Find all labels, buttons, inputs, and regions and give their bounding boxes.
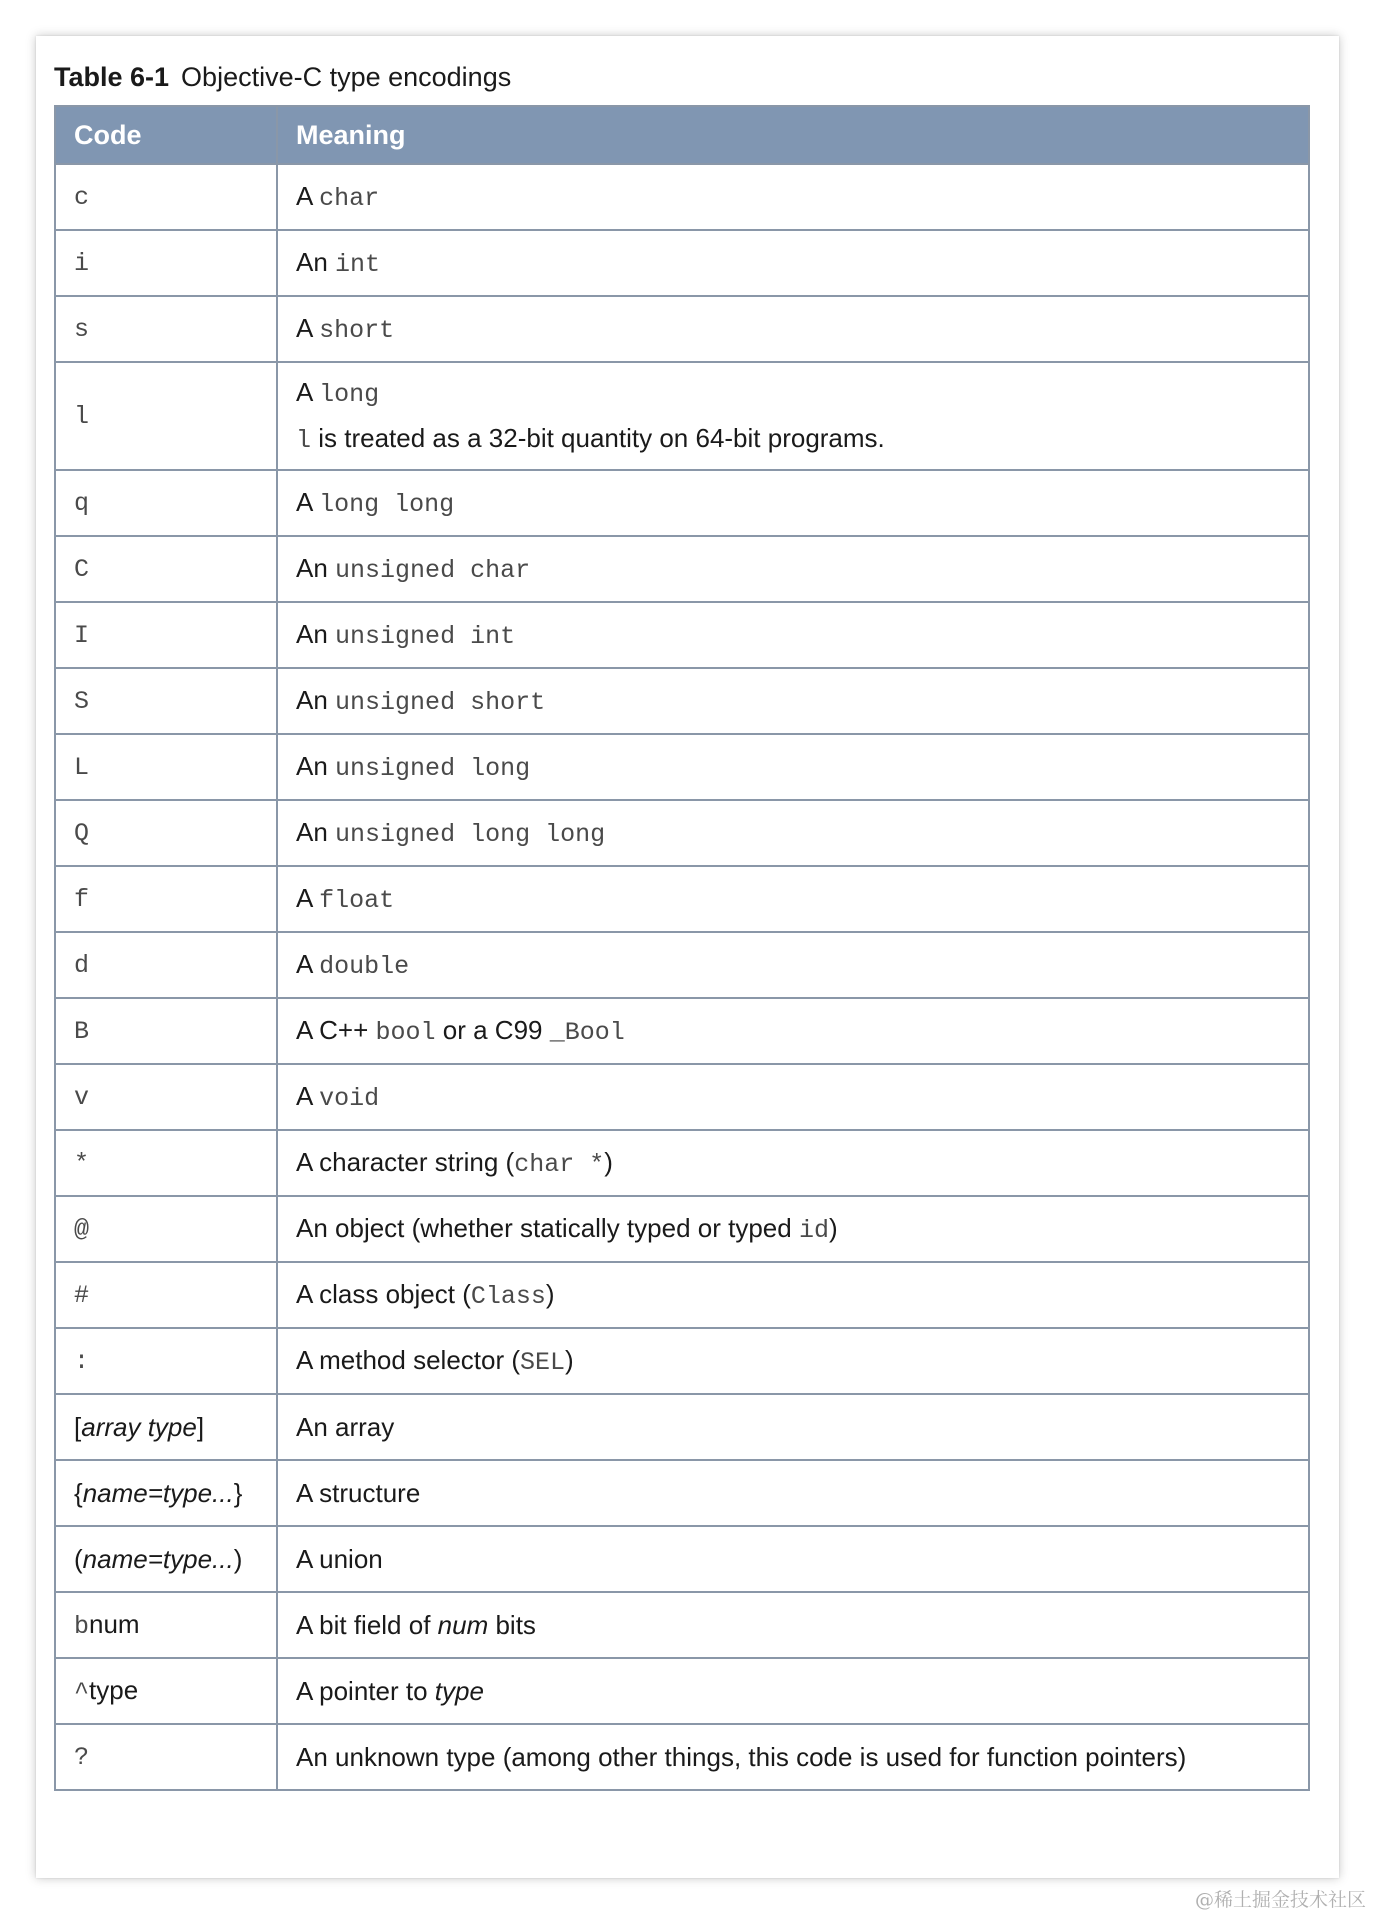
meaning-cell: [277, 602, 1309, 668]
meaning-code: unsigned int: [335, 622, 516, 651]
meaning-text: An: [296, 817, 328, 847]
meaning-code: double: [319, 952, 410, 981]
note-text: is treated as a 32-bit quantity on 64-bit programs.: [318, 423, 885, 453]
meaning-cell: [277, 668, 1309, 734]
code-cell: [55, 1658, 277, 1724]
meaning-text: A: [296, 313, 312, 343]
meaning-code: bool: [375, 1018, 436, 1047]
meaning-cell: A structure: [277, 1460, 1309, 1526]
code-cell: q: [55, 470, 277, 536]
code-bracket: }: [233, 1477, 243, 1508]
meaning-text: A: [296, 181, 312, 211]
meaning-code: char *: [514, 1150, 605, 1179]
code-bracket: (: [74, 1543, 83, 1574]
meaning-text: An: [296, 751, 328, 781]
meaning-note: [296, 423, 1290, 455]
meaning-cell: [277, 932, 1309, 998]
meaning-cell: [277, 296, 1309, 362]
meaning-cell: [277, 800, 1309, 866]
meaning-text: An: [296, 247, 328, 277]
meaning-code: short: [319, 316, 395, 345]
meaning-text: A class object (: [296, 1279, 471, 1309]
meaning-text: bits: [495, 1609, 536, 1640]
meaning-cell: [277, 866, 1309, 932]
code-cell: [55, 1460, 277, 1526]
meaning-code: unsigned short: [335, 688, 546, 717]
code-cell: [55, 1526, 277, 1592]
code-cell: v: [55, 1064, 277, 1130]
meaning-code: float: [319, 886, 395, 915]
meaning-text: An object (whether statically typed or typed: [296, 1213, 792, 1243]
meaning-cell: An unknown type (among other things, this code is used for function pointers): [277, 1724, 1309, 1790]
meaning-code: long: [319, 380, 380, 409]
meaning-text: A: [296, 377, 312, 407]
code-bracket: ]: [196, 1411, 205, 1442]
code-cell: L: [55, 734, 277, 800]
meaning-text: A: [296, 949, 312, 979]
table-row: [55, 164, 1309, 230]
table-row: [55, 1328, 1309, 1394]
code-cell: @: [55, 1196, 277, 1262]
table-row: [55, 866, 1309, 932]
type-encodings-table: [54, 105, 1310, 1791]
table-row: [55, 1262, 1309, 1328]
table-row: [55, 1724, 1309, 1790]
table-row: [55, 1592, 1309, 1658]
meaning-cell: [277, 1064, 1309, 1130]
table-row: [55, 230, 1309, 296]
code-cell: s: [55, 296, 277, 362]
table-row: [55, 536, 1309, 602]
meaning-code: int: [335, 250, 381, 279]
meaning-cell: [277, 536, 1309, 602]
meaning-text: ): [565, 1345, 574, 1375]
code-cell: [55, 1592, 277, 1658]
meaning-cell: An array: [277, 1394, 1309, 1460]
table-row: [55, 932, 1309, 998]
meaning-placeholder: type: [434, 1675, 484, 1706]
code-cell: c: [55, 164, 277, 230]
code-placeholder: array type: [81, 1411, 197, 1442]
meaning-code: unsigned long: [335, 754, 531, 783]
code-bracket: [: [74, 1411, 82, 1442]
meaning-text: A: [296, 487, 312, 517]
meaning-code: Class: [470, 1282, 546, 1311]
table-number: Table 6-1: [54, 62, 170, 92]
code-char: ^: [74, 1678, 90, 1707]
code-cell: :: [55, 1328, 277, 1394]
meaning-code: SEL: [520, 1348, 566, 1377]
code-cell: l: [55, 362, 277, 470]
meaning-cell: [277, 998, 1309, 1064]
meaning-text: An: [296, 685, 328, 715]
meaning-code: long long: [319, 490, 455, 519]
table-row: [55, 1064, 1309, 1130]
header-code: Code: [55, 106, 277, 164]
table-header-row: [55, 106, 1309, 164]
table-row: [55, 668, 1309, 734]
meaning-text: A bit field of: [296, 1609, 431, 1640]
meaning-cell: [277, 1262, 1309, 1328]
code-placeholder: name=type...: [82, 1477, 234, 1508]
meaning-text: A method selector (: [296, 1345, 520, 1375]
meaning-text: A C++: [296, 1015, 369, 1045]
code-cell: Q: [55, 800, 277, 866]
code-cell: I: [55, 602, 277, 668]
code-cell: S: [55, 668, 277, 734]
meaning-placeholder: num: [437, 1609, 489, 1640]
table-row: [55, 734, 1309, 800]
table-row: [55, 1460, 1309, 1526]
watermark: @稀土掘金技术社区: [1194, 1889, 1366, 1911]
meaning-cell: [277, 734, 1309, 800]
code-cell: [55, 1394, 277, 1460]
meaning-text: or a C99: [442, 1015, 543, 1045]
meaning-code: id: [798, 1216, 829, 1245]
meaning-cell: [277, 470, 1309, 536]
meaning-code: void: [319, 1084, 380, 1113]
meaning-cell: A union: [277, 1526, 1309, 1592]
table-row: [55, 1658, 1309, 1724]
code-bracket: ): [233, 1543, 243, 1574]
meaning-code: char: [319, 184, 380, 213]
meaning-text: A: [296, 883, 312, 913]
meaning-cell: [277, 1130, 1309, 1196]
meaning-cell: [277, 164, 1309, 230]
code-cell: B: [55, 998, 277, 1064]
table-row: [55, 1394, 1309, 1460]
meaning-code: _Bool: [549, 1018, 625, 1047]
code-cell: i: [55, 230, 277, 296]
meaning-text: ): [545, 1279, 555, 1309]
table-caption: [54, 62, 511, 93]
meaning-text: A pointer to: [296, 1675, 428, 1706]
table-title: Objective-C type encodings: [181, 62, 512, 92]
code-placeholder: type: [89, 1675, 139, 1705]
meaning-cell: [277, 230, 1309, 296]
code-cell: #: [55, 1262, 277, 1328]
meaning-text: An: [296, 619, 328, 649]
table-row: [55, 800, 1309, 866]
code-char: b: [74, 1612, 90, 1641]
table-row: [55, 998, 1309, 1064]
code-cell: C: [55, 536, 277, 602]
meaning-code: unsigned long long: [335, 820, 606, 849]
code-cell: f: [55, 866, 277, 932]
code-cell: *: [55, 1130, 277, 1196]
code-placeholder: num: [89, 1609, 140, 1639]
table-row: [55, 1130, 1309, 1196]
meaning-text: ): [604, 1147, 613, 1177]
table-row: [55, 470, 1309, 536]
code-placeholder: name=type...: [82, 1543, 234, 1574]
code-cell: d: [55, 932, 277, 998]
table-row: [55, 1196, 1309, 1262]
meaning-cell: [277, 1592, 1309, 1658]
meaning-text: ): [828, 1213, 838, 1243]
meaning-code: unsigned char: [335, 556, 531, 585]
table-row: [55, 296, 1309, 362]
header-meaning: Meaning: [277, 106, 1309, 164]
table-row: [55, 362, 1309, 470]
code-bracket: {: [74, 1477, 83, 1508]
meaning-text: A character string (: [296, 1147, 515, 1177]
meaning-text: A: [296, 1081, 312, 1111]
meaning-text: An: [296, 553, 328, 583]
meaning-cell: [277, 1658, 1309, 1724]
table-row: [55, 1526, 1309, 1592]
meaning-cell: [277, 362, 1309, 470]
note-code: l: [296, 426, 312, 455]
code-cell: ?: [55, 1724, 277, 1790]
meaning-cell: [277, 1196, 1309, 1262]
table-row: [55, 602, 1309, 668]
document-card: [36, 36, 1339, 1878]
meaning-cell: [277, 1328, 1309, 1394]
